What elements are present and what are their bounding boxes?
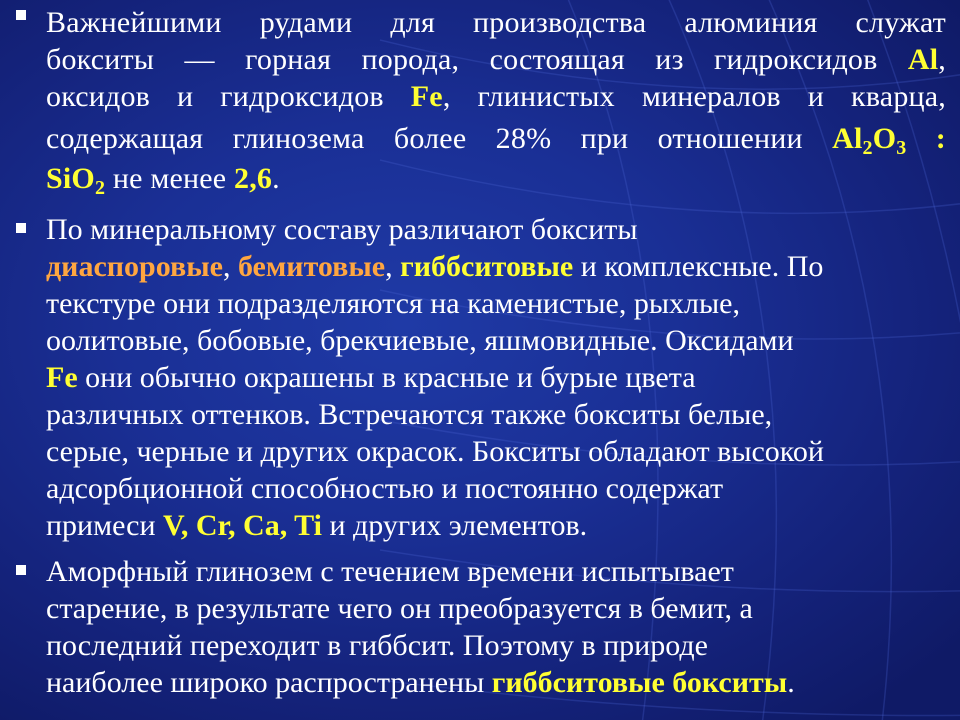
text-segment: содержащая глинозема более 28% при отношении <box>46 122 833 155</box>
text-segment: старение, в результате чего он преобразуется в бемит, а <box>46 592 753 625</box>
text-line <box>46 285 946 322</box>
text-line <box>46 590 946 627</box>
text-line <box>46 211 946 248</box>
text-line <box>46 553 946 590</box>
text-line <box>46 359 946 396</box>
text-segment: последний переходит в гиббсит. Поэтому в природе <box>46 629 708 662</box>
square-bullet-icon <box>16 223 26 233</box>
text-segment: Аморфный глинозем с течением времени испытывает <box>46 555 734 588</box>
text-segment: оксидов и гидроксидов <box>46 80 411 113</box>
text-segment: бокситы — горная порода, состоящая из гидроксидов <box>46 43 908 76</box>
highlighted-term: 2 <box>862 137 873 159</box>
text-segment: , <box>938 43 946 76</box>
square-bullet-icon <box>16 565 26 575</box>
highlighted-term: 2 <box>94 177 106 199</box>
paragraph <box>46 211 946 544</box>
text-line <box>46 248 946 285</box>
highlighted-term: Al <box>832 122 863 155</box>
text-line <box>46 41 946 78</box>
text-segment: , глинистых минералов и кварца, <box>442 80 946 113</box>
text-segment: Важнейшими рудами для производства алюминия служат <box>46 6 946 39</box>
highlighted-term: 2,6 <box>234 162 273 195</box>
text-segment: . <box>787 666 795 699</box>
highlighted-term: 3 <box>896 137 907 159</box>
highlighted-term: гиббситовые <box>400 250 574 283</box>
highlighted-term: Al <box>907 43 939 76</box>
text-segment: адсорбционной способностью и постоянно содержат <box>46 472 724 505</box>
text-segment: и других элементов. <box>321 509 588 542</box>
text-segment: и комплексные. По <box>573 250 824 283</box>
text-line <box>46 159 946 199</box>
text-segment: По минеральному составу различают бокситы <box>46 213 638 246</box>
highlighted-term: V, Cr, Ca, Ti <box>163 509 322 542</box>
text-segment: не менее <box>105 162 235 195</box>
paragraph <box>46 4 946 199</box>
highlighted-term: SiO <box>46 162 95 195</box>
highlighted-term: O <box>872 122 897 155</box>
text-line <box>46 4 946 41</box>
text-line <box>46 433 946 470</box>
square-bullet-icon <box>16 10 26 20</box>
text-line <box>46 627 946 664</box>
text-segment: различных оттенков. Встречаются также бокситы белые, <box>46 398 773 431</box>
highlighted-term: гиббситовые бокситы <box>491 666 788 699</box>
text-line <box>46 322 946 359</box>
text-segment: текстуре они подразделяются на каменистые, рыхлые, <box>46 287 740 320</box>
text-line <box>46 78 946 115</box>
text-segment: . <box>272 162 280 195</box>
text-segment: наиболее широко распространены <box>46 666 492 699</box>
text-line <box>46 507 946 544</box>
text-segment: серые, черные и других окрасок. Бокситы обладают высокой <box>46 435 824 468</box>
text-segment: примеси <box>46 509 164 542</box>
text-segment: они обычно окрашены в красные и бурые цвета <box>77 361 696 394</box>
text-line <box>46 470 946 507</box>
text-line <box>46 664 946 701</box>
highlighted-term: бемитовые <box>237 250 386 283</box>
highlighted-term: : <box>906 122 946 155</box>
text-line <box>46 396 946 433</box>
text-segment: , <box>385 250 401 283</box>
highlighted-term: Fe <box>46 361 78 394</box>
text-line <box>46 119 946 159</box>
text-segment: оолитовые, бобовые, брекчиевые, яшмовидные. Оксидами <box>46 324 794 357</box>
highlighted-term: диаспоровые <box>46 250 223 283</box>
text-segment: , <box>222 250 238 283</box>
paragraph <box>46 553 946 701</box>
highlighted-term: Fe <box>410 80 443 113</box>
